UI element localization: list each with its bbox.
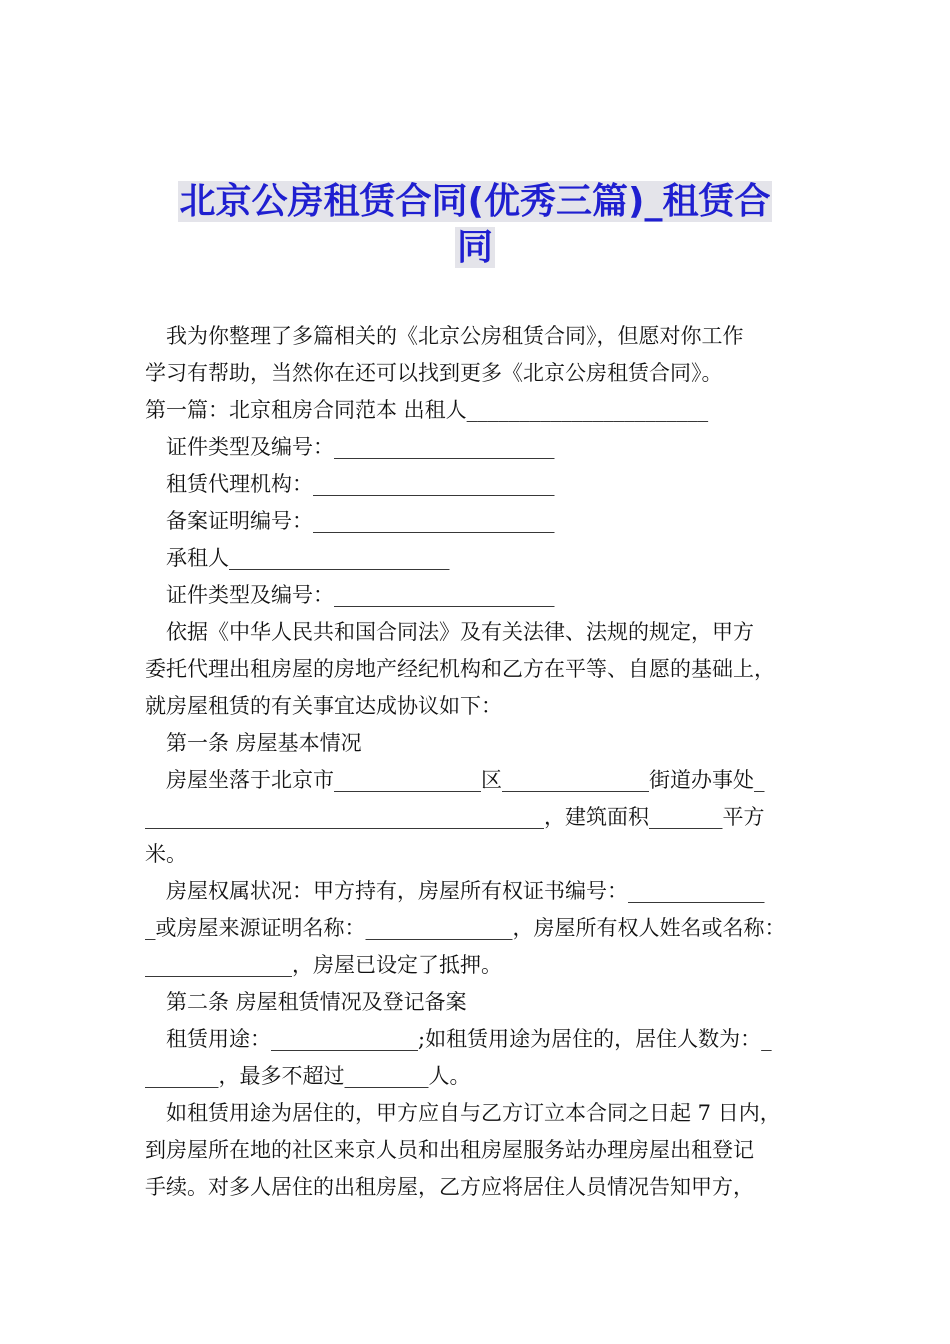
- body-line: 委托代理出租房屋的房地产经纪机构和乙方在平等、自愿的基础上，: [145, 657, 775, 681]
- body-line: 租赁用途：______________;如租赁用途为居住的，居住人数为：_: [166, 1027, 772, 1051]
- document-title-line-1: 北京公房租赁合同(优秀三篇)_租赁合: [179, 181, 771, 222]
- body-line: 依据《中华人民共和国合同法》及有关法律、法规的规定，甲方: [166, 620, 754, 644]
- body-line: 房屋权属状况：甲方持有，房屋所有权证书编号：_____________: [166, 879, 765, 903]
- body-line: _______，最多不超过________人。: [145, 1064, 471, 1088]
- body-line: 我为你整理了多篇相关的《北京公房租赁合同》，但愿对你工作: [166, 324, 744, 348]
- body-line: 到房屋所在地的社区来京人员和出租房屋服务站办理房屋出租登记: [145, 1138, 754, 1162]
- document-title-line-2: 同: [456, 227, 493, 268]
- section-heading: 第一条 房屋基本情况: [166, 731, 362, 755]
- body-line: 学习有帮助，当然你在还可以找到更多《北京公房租赁合同》。: [145, 361, 723, 385]
- body-line: 承租人_____________________: [166, 546, 450, 570]
- body-line: _或房屋来源证明名称：______________，房屋所有权人姓名或名称：: [145, 916, 786, 940]
- body-line: 证件类型及编号：_____________________: [166, 583, 555, 607]
- body-line: 证件类型及编号：_____________________: [166, 435, 555, 459]
- body-line: 就房屋租赁的有关事宜达成协议如下：: [145, 694, 502, 718]
- body-line: 备案证明编号：_______________________: [166, 509, 555, 533]
- body-line: ______________________________________，建筑面积_______平方: [145, 805, 765, 829]
- body-line: 房屋坐落于北京市______________区______________街道办事处_: [166, 768, 765, 792]
- body-line: 米。: [145, 842, 187, 866]
- section-heading: 第二条 房屋租赁情况及登记备案: [166, 990, 467, 1014]
- body-line: ______________，房屋已设定了抵押。: [145, 953, 502, 977]
- body-line: 如租赁用途为居住的，甲方应自与乙方订立本合同之日起 7 日内，: [166, 1101, 781, 1125]
- body-line: 第一篇：北京租房合同范本 出租人_______________________: [145, 398, 709, 422]
- body-line: 租赁代理机构：_______________________: [166, 472, 555, 496]
- body-line: 手续。对多人居住的出租房屋，乙方应将居住人员情况告知甲方，: [145, 1175, 754, 1199]
